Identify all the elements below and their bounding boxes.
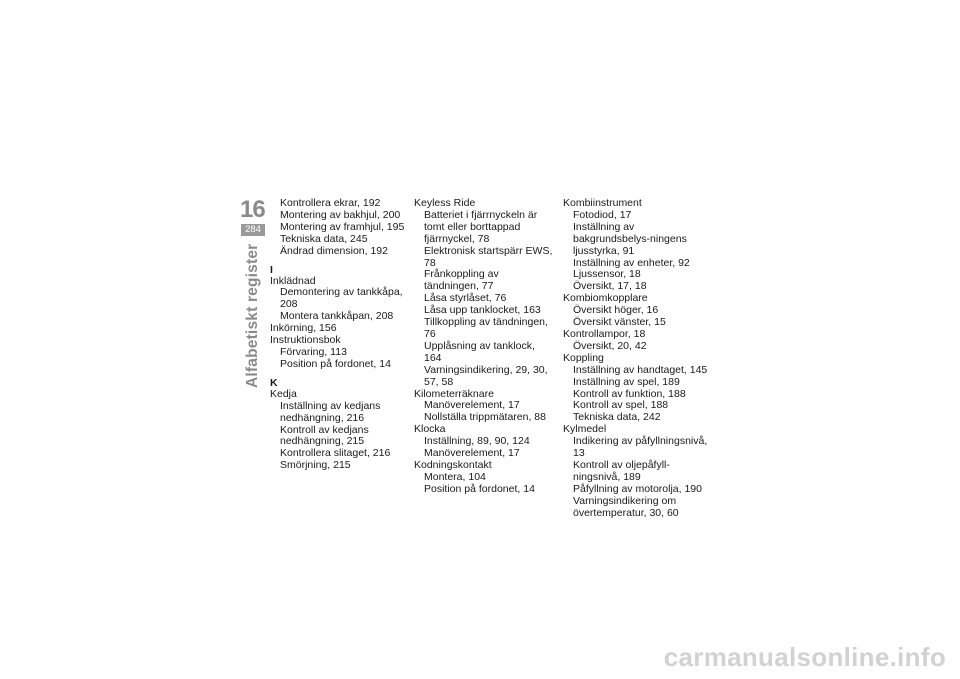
index-subentry: Låsa upp tanklocket, 163	[424, 304, 541, 317]
index-column-1	[270, 198, 410, 472]
index-subentry: Indikering av påfyllningsnivå, 13	[573, 435, 708, 460]
index-entry: Kombiomkopplare	[563, 292, 648, 305]
index-entry: Kodningskontakt	[414, 458, 492, 471]
index-subentry: Inställning av spel, 189	[573, 375, 680, 388]
index-subentry: Ändrad dimension, 192	[280, 244, 388, 257]
index-subentry: Översikt, 20, 42	[573, 339, 647, 352]
index-entry: Koppling	[563, 351, 604, 364]
index-subentry: Varningsindikering, 29, 30, 57, 58	[424, 363, 548, 388]
index-subentry: Kontroll av oljepåfyll-ningsnivå, 189	[573, 458, 670, 483]
index-subentry: Påfyllning av motorolja, 190	[573, 482, 702, 495]
chapter-number: 16	[240, 196, 265, 223]
index-subentry: Kontroll av spel, 188	[573, 399, 669, 412]
index-column-2	[414, 198, 554, 496]
index-subentry: Ljussensor, 18	[573, 268, 641, 281]
index-entry: Instruktionsbok	[270, 334, 341, 347]
index-subentry: Fotodiod, 17	[573, 208, 632, 221]
page-number-badge: 284	[241, 224, 265, 236]
index-subentry: Låsa styrlåset, 76	[424, 292, 507, 305]
index-subentry: Manöverelement, 17	[424, 447, 520, 460]
index-subentry: Montera tankkåpan, 208	[280, 310, 394, 323]
index-letter-heading: I	[270, 263, 273, 276]
index-entry: Kylmedel	[563, 423, 607, 436]
section-title-vertical: Alfabetiskt register	[244, 243, 261, 388]
index-entry: Inklädnad	[270, 274, 316, 287]
index-subentry: Inställning av enheter, 92	[573, 256, 690, 269]
index-subentry: Frånkoppling av tändningen, 77	[424, 268, 499, 293]
watermark: carmanualsonline.info	[663, 642, 946, 672]
index-subentry: Nollställa trippmätaren, 88	[424, 411, 546, 424]
index-subentry: Tekniska data, 242	[573, 411, 661, 424]
index-subentry: Montering av framhjul, 195	[280, 220, 405, 233]
index-subentry: Översikt höger, 16	[573, 304, 659, 317]
index-entry: Klocka	[414, 423, 446, 436]
index-entry: Inkörning, 156	[270, 322, 337, 335]
index-letter-heading: K	[270, 376, 278, 389]
index-subentry: Position på fordonet, 14	[280, 357, 391, 370]
index-subentry: Smörjning, 215	[280, 459, 351, 472]
index-subentry: Översikt vänster, 15	[573, 316, 666, 329]
index-subentry: Varningsindikering om övertemperatur, 30, 60	[573, 494, 679, 519]
index-entry: Kedja	[270, 387, 297, 400]
index-subentry: Inställning av handtaget, 145	[573, 363, 708, 376]
index-subentry: Upplåsning av tanklock, 164	[424, 339, 535, 364]
index-subentry: Elektronisk startspärr EWS, 78	[424, 244, 553, 269]
index-subentry: Kontroll av kedjans nedhängning, 215	[280, 423, 369, 448]
index-subentry: Förvaring, 113	[280, 345, 347, 358]
index-subentry: Inställning av bakgrundsbelys-ningens ljusstyrka, 91	[573, 220, 687, 257]
index-subentry: Tekniska data, 245	[280, 232, 368, 245]
index-subentry: Översikt, 17, 18	[573, 280, 647, 293]
index-entry: Keyless Ride	[414, 197, 476, 209]
index-subentry: Position på fordonet, 14	[424, 482, 535, 495]
index-subentry: Kontrollera ekrar, 192	[280, 197, 381, 209]
index-subentry: Demontering av tankkåpa, 208	[280, 286, 403, 311]
index-subentry: Batteriet i fjärrnyckeln är tomt eller borttappad fjärrnyckel, 78	[424, 208, 538, 245]
index-subentry: Tillkoppling av tändningen, 76	[424, 316, 548, 340]
index-subentry: Montering av bakhjul, 200	[280, 208, 401, 221]
index-subentry: Inställning av kedjans nedhängning, 216	[280, 399, 381, 424]
index-subentry: Kontrollera slitaget, 216	[280, 447, 391, 460]
index-subentry: Manöverelement, 17	[424, 399, 520, 412]
index-subentry: Inställning, 89, 90, 124	[424, 435, 530, 448]
index-entry: Kontrollampor, 18	[563, 327, 646, 340]
index-subentry: Montera, 104	[424, 470, 486, 483]
index-entry: Kombiinstrument	[563, 197, 642, 209]
index-subentry: Kontroll av funktion, 188	[573, 387, 686, 400]
index-column-3	[563, 198, 708, 519]
index-entry: Kilometerräknare	[414, 387, 494, 400]
